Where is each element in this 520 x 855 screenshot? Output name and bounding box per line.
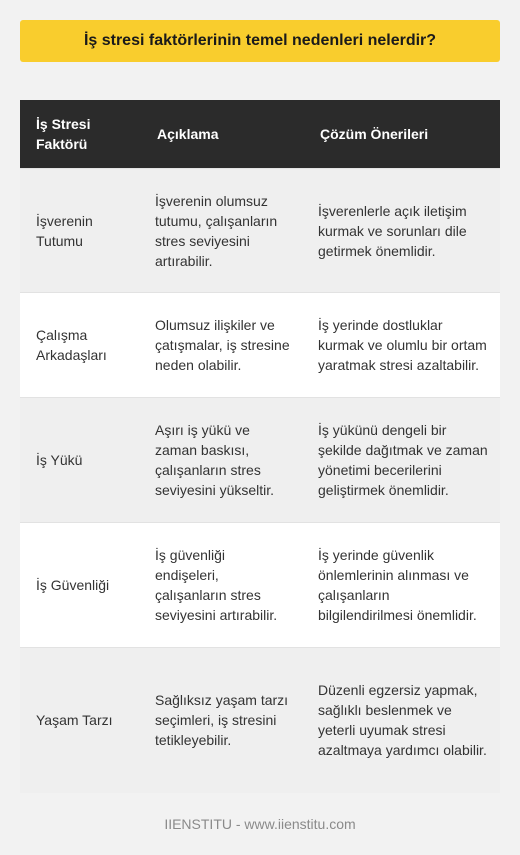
header-factor: İş Stresi Faktörü: [20, 100, 141, 169]
cell-factor: İşverenin Tutumu: [20, 169, 141, 293]
cell-solution: İşverenlerle açık iletişim kurmak ve sorunları dile getirmek önemlidir.: [304, 169, 500, 293]
table-header-row: [20, 100, 500, 169]
cell-factor: İş Yükü: [20, 398, 141, 523]
footer-credit: IIENSTITU - www.iienstitu.com: [164, 816, 356, 832]
cell-description: Sağlıksız yaşam tarzı seçimleri, iş stresini tetikleyebilir.: [141, 648, 304, 793]
stress-factors-table: [20, 100, 500, 793]
page-title: [20, 20, 500, 62]
header-solutions: Çözüm Önerileri: [304, 100, 500, 169]
cell-factor: İş Güvenliği: [20, 523, 141, 648]
cell-description: Olumsuz ilişkiler ve çatışmalar, iş stresine neden olabilir.: [141, 293, 304, 398]
cell-solution: İş yerinde dostluklar kurmak ve olumlu bir ortam yaratmak stresi azaltabilir.: [304, 293, 500, 398]
cell-solution: İş yerinde güvenlik önlemlerinin alınması ve çalışanların bilgilendirilmesi önemlidir.: [304, 523, 500, 648]
page-title-text: İş stresi faktörlerinin temel nedenleri nelerdir?: [83, 32, 437, 49]
cell-description: Aşırı iş yükü ve zaman baskısı, çalışanların stres seviyesini yükseltir.: [141, 398, 304, 523]
cell-factor: Yaşam Tarzı: [20, 648, 141, 793]
table-row: [20, 523, 500, 648]
cell-description: İş güvenliği endişeleri, çalışanların stres seviyesini artırabilir.: [141, 523, 304, 648]
cell-solution: Düzenli egzersiz yapmak, sağlıklı beslenmek ve yeterli uyumak stresi azaltmaya yardımcı olabilir.: [304, 648, 500, 793]
table-row: [20, 169, 500, 293]
table-row: [20, 398, 500, 523]
table-row: [20, 648, 500, 793]
table-row: [20, 293, 500, 398]
cell-solution: İş yükünü dengeli bir şekilde dağıtmak ve zaman yönetimi becerilerini geliştirmek önemlidir.: [304, 398, 500, 523]
header-description: Açıklama: [141, 100, 304, 169]
cell-factor: Çalışma Arkadaşları: [20, 293, 141, 398]
cell-description: İşverenin olumsuz tutumu, çalışanların stres seviyesini artırabilir.: [141, 169, 304, 293]
